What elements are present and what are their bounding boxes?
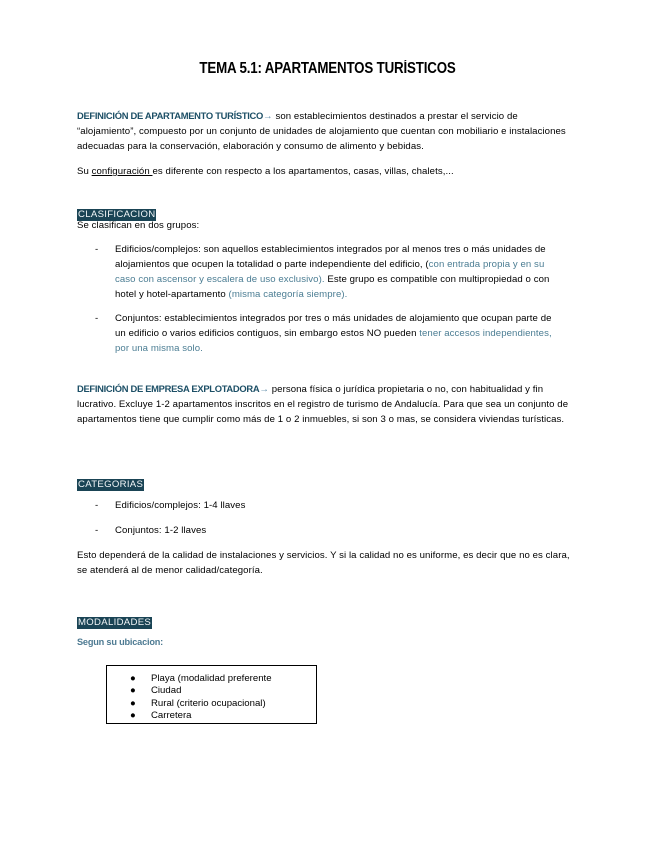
list-item	[115, 242, 563, 302]
categories-heading-wrap	[77, 474, 144, 492]
list-item-label: Ciudad	[151, 685, 182, 697]
list-bullet: -	[95, 500, 99, 511]
list-item	[130, 710, 316, 722]
list-item-text: Este grupo es compatible con multipropiedad o con hotel y hotel-apartamento	[115, 274, 550, 300]
categories-heading: CATEGORIAS	[78, 479, 144, 490]
operator-paragraph	[77, 381, 579, 427]
arrow-icon: →	[263, 111, 273, 122]
classification-intro: Se clasifican en dos grupos:	[77, 220, 200, 231]
list-item-text: Conjuntos: establecimientos integrados por tres o más unidades de alojamiento que ocupan parte de un edificio o varios edificios contiguos, sin embargo estos NO pueden	[115, 313, 552, 339]
list-bullet: -	[95, 525, 99, 536]
configuration-post: es diferente con respecto a los apartamentos, casas, villas, chalets,...	[152, 166, 454, 177]
list-item	[130, 685, 316, 697]
configuration-pre: Su	[77, 166, 92, 177]
category-item: Conjuntos: 1-2 llaves	[115, 525, 207, 536]
operator-lead: DEFINICIÓN DE EMPRESA EXPLOTADORA	[77, 383, 260, 394]
list-item-text: Edificios/complejos: son aquellos establecimientos integrados por al menos tres o más unidades de alojamientos que ocupen la totalidad o parte independiente del edificio, (	[115, 244, 546, 270]
definition-paragraph	[77, 108, 579, 154]
list-item-label: Playa (modalidad preferente	[151, 673, 272, 684]
list-item	[130, 673, 316, 685]
operator-text: persona física o jurídica propietaria o no, con habitualidad y fin lucrativo. Excluye 1-2 apartamentos inscritos en el registro de turismo de Andalucía. Para que sea un conjunto de apartamentos tiene que cumplir como más de 1 o 2 inmuebles, si son 3 o mas, se considera viviendas turísticas.	[77, 384, 569, 425]
definition-lead: DEFINICIÓN DE APARTAMENTO TURÍSTICO	[77, 110, 264, 121]
configuration-word: configuración	[91, 166, 153, 177]
list-item-label: Rural (criterio ocupacional)	[151, 697, 266, 709]
arrow-icon: →	[259, 384, 269, 395]
list-bullet: -	[95, 244, 99, 255]
bullet-icon: ●	[130, 673, 136, 684]
classification-heading: CLASIFICACION	[78, 209, 156, 220]
modalities-list	[107, 666, 316, 722]
category-item: Edificios/complejos: 1-4 llaves	[115, 500, 246, 511]
modalities-subheading: Segun su ubicacion:	[77, 637, 164, 647]
bullet-icon: ●	[130, 709, 136, 721]
list-item-highlight: (misma categoría siempre).	[228, 289, 348, 300]
modalities-box	[106, 665, 317, 724]
list-item-highlight: con entrada propia y en su caso con ascensor y escalera de uso exclusivo).	[115, 259, 545, 285]
definition-text: son establecimientos destinados a prestar el servicio de “alojamiento”, compuesto por un conjunto de unidades de alojamiento que cuentan con mobiliario e instalaciones adecuadas para la conservación, elaboración y consumo de alimento y bebidas.	[77, 111, 566, 152]
list-bullet: -	[95, 313, 99, 324]
list-item	[130, 698, 316, 710]
categories-note: Esto dependerá de la calidad de instalaciones y servicios. Y si la calidad no es uniforme, es decir que no es clara, se atenderá al de menor calidad/categoría.	[77, 550, 570, 576]
bullet-icon: ●	[130, 685, 136, 697]
list-item-highlight: tener accesos independientes, por una misma solo.	[115, 328, 552, 354]
list-item	[115, 311, 563, 356]
bullet-icon: ●	[130, 697, 136, 709]
configuration-paragraph	[77, 164, 579, 179]
modalities-heading: MODALIDADES	[78, 617, 152, 628]
list-item-label: Carretera	[151, 709, 192, 721]
modalities-heading-wrap	[77, 612, 152, 630]
page-title: TEMA 5.1: APARTAMENTOS TURÍSTICOS	[199, 60, 456, 77]
